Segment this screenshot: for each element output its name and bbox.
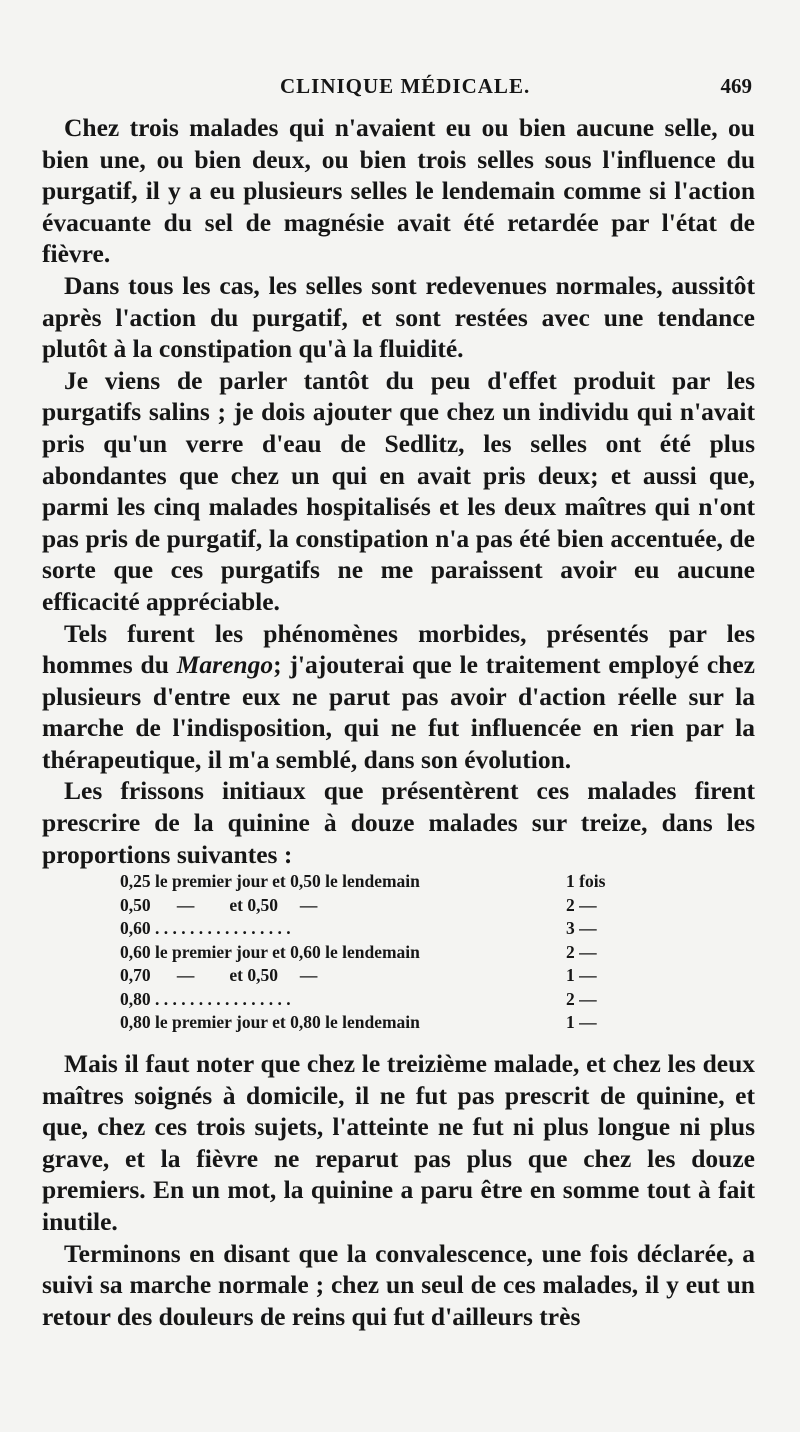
- paragraph-text: Tels furent les phénomènes morbides, présentés par les hommes du: [42, 618, 755, 680]
- dosage-row: [120, 988, 640, 1012]
- dosage-count: 1 fois: [566, 871, 606, 891]
- body-text-top: [42, 112, 755, 870]
- dosage-row: [120, 964, 640, 988]
- dosage-description: 0,70 — et 0,50 —: [120, 965, 318, 985]
- quinine-dosage-table: [120, 870, 640, 1035]
- paragraph-marengo: [42, 618, 755, 776]
- paragraph-text: ; j'ajouterai que le traitement employé chez plusieurs d'entre eux ne parut pas avoir d'action réelle sur la marche de l'indisposition, qui ne fut influencée en rien par la thérapeutique, il m'a semblé, dans son évolution.: [42, 650, 755, 774]
- dosage-count: 1 —: [566, 965, 597, 985]
- dosage-description: 0,60 le premier jour et 0,60 le lendemain: [120, 941, 420, 962]
- dosage-row: [120, 1011, 640, 1035]
- paragraph: Mais il faut noter que chez le treizième malade, et chez les deux maîtres soignés à domicile, il ne fut pas prescrit de quinine, et que, chez ces trois sujets, l'atteinte ne fut ni plus longue ni plus grave, et la fièvre ne reparut pas plus que chez les douze premiers. En un mot, la quinine a paru être en somme tout à fait inutile.: [42, 1049, 755, 1236]
- dosage-count: 1 —: [566, 1012, 597, 1032]
- paragraph: Les frissons initiaux que présentèrent ces malades firent prescrire de la quinine à douze malades sur treize, dans les proportions suivantes :: [42, 776, 755, 869]
- dosage-row: [120, 870, 640, 894]
- dosage-description: 0,80 le premier jour et 0,80 le lendemain: [120, 1012, 420, 1032]
- dosage-description: 0,25 le premier jour et 0,50 le lendemain: [120, 871, 420, 891]
- dosage-row: [120, 917, 640, 941]
- dosage-count: 2 —: [566, 988, 597, 1009]
- dosage-count: 3 —: [566, 918, 597, 938]
- body-text-bottom: [42, 1048, 755, 1332]
- dosage-description: 0,60 . . . . . . . . . . . . . . . .: [120, 918, 291, 938]
- dosage-row: [120, 941, 640, 965]
- dosage-description: 0,50 — et 0,50 —: [120, 894, 318, 915]
- dosage-description: 0,80 . . . . . . . . . . . . . . . .: [120, 988, 291, 1009]
- page-number: 469: [720, 74, 752, 98]
- paragraph: Dans tous les cas, les selles sont redevenues normales, aussitôt après l'action du purgatif, et sont restées avec une tendance plutôt à la constipation qu'à la fluidité.: [42, 270, 755, 364]
- dosage-count: 2 —: [566, 941, 597, 962]
- paragraph: Terminons en disant que la convalescence, une fois déclarée, a suivi sa marche normale ; chez un seul de ces malades, il y eut un retour des douleurs de reins qui fut d'ailleurs très: [42, 1238, 755, 1331]
- running-head: [0, 74, 800, 104]
- dosage-count: 2 —: [566, 894, 597, 915]
- paragraph: Je viens de parler tantôt du peu d'effet produit par les purgatifs salins ; je dois ajouter que chez un individu qui n'avait pris qu'un verre d'eau de Sedlitz, les selles ont été plus abondantes que chez un qui en avait pris deux; et aussi que, parmi les cinq malades hospitalisés et les deux maîtres qui n'ont pas pris de purgatif, la constipation n'a pas été bien accentuée, de sorte que ces purgatifs ne me paraissent avoir eu aucune efficacité appréciable.: [42, 365, 755, 616]
- paragraph: Chez trois malades qui n'avaient eu ou bien aucune selle, ou bien une, ou bien deux, ou bien trois selles sous l'influence du purgatif, il y a eu plusieurs selles le lendemain comme si l'action évacuante du sel de magnésie avait été retardée par l'état de fièvre.: [42, 113, 755, 269]
- ship-name: Marengo: [176, 650, 274, 680]
- dosage-row: [120, 894, 640, 918]
- running-head-title: CLINIQUE MÉDICALE.: [280, 74, 531, 98]
